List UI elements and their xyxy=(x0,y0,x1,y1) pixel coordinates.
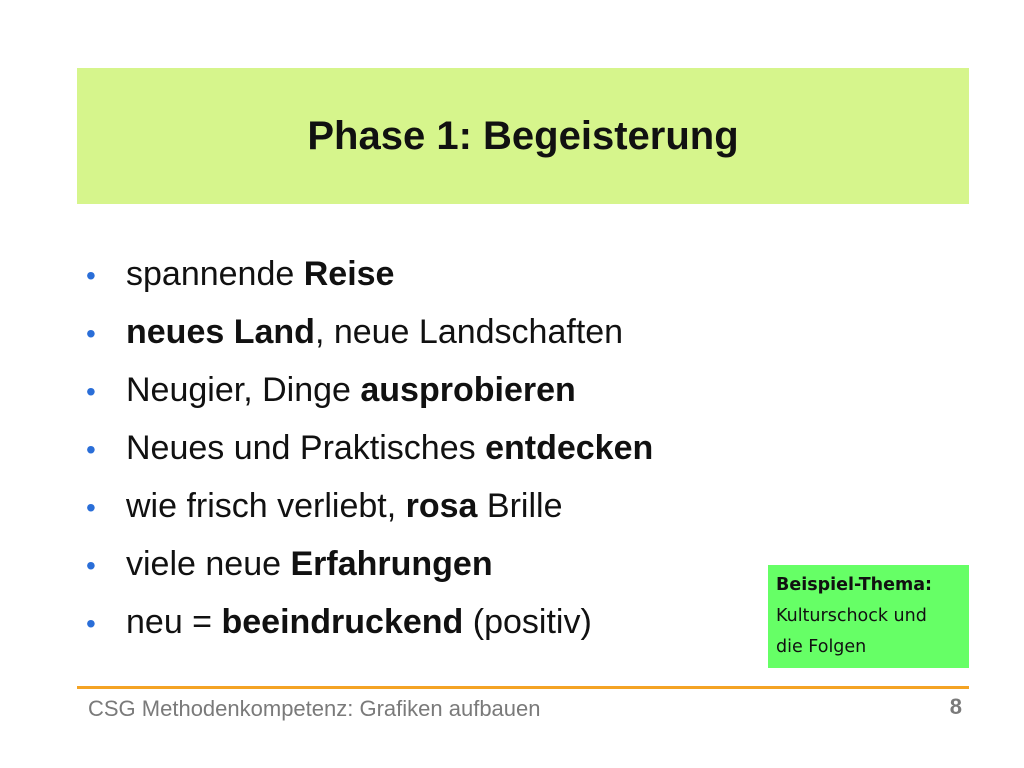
bullet-dot-icon: • xyxy=(86,376,96,407)
bullet-text: , neue Landschaften xyxy=(314,313,624,351)
bullet-dot-icon: • xyxy=(86,260,96,291)
bullet-text: viele neue xyxy=(126,545,291,583)
page-number: 8 xyxy=(949,694,962,719)
footer-divider xyxy=(77,686,969,689)
note-line: die Folgen xyxy=(776,637,867,657)
bullet-text: Neues und Praktisches xyxy=(126,429,486,467)
bullet-item xyxy=(86,536,653,594)
example-topic-note xyxy=(768,565,969,668)
bullet-text: spannende xyxy=(126,255,304,293)
title-band xyxy=(77,68,969,204)
bullet-text: (positiv) xyxy=(463,603,592,641)
bullet-dot-icon: • xyxy=(86,318,96,349)
bullet-emphasis: Erfahrungen xyxy=(290,545,493,583)
bullet-dot-icon: • xyxy=(86,608,96,639)
footer-text: CSG Methodenkompetenz: Grafiken aufbauen xyxy=(88,696,541,721)
bullet-dot-icon: • xyxy=(86,434,96,465)
bullet-item xyxy=(86,362,653,420)
bullet-emphasis: entdecken xyxy=(485,429,654,467)
bullet-emphasis: beeindruckend xyxy=(221,603,464,641)
bullet-item xyxy=(86,420,653,478)
bullet-dot-icon: • xyxy=(86,492,96,523)
bullet-text: Neugier, Dinge xyxy=(126,371,361,409)
slide-title: Phase 1: Begeisterung xyxy=(307,113,739,158)
bullet-text: wie frisch verliebt, xyxy=(126,487,406,525)
bullet-emphasis: ausprobieren xyxy=(360,371,576,409)
bullet-item xyxy=(86,304,653,362)
bullet-emphasis: neues Land xyxy=(126,313,315,351)
bullet-dot-icon: • xyxy=(86,550,96,581)
bullet-item xyxy=(86,594,653,652)
bullet-item xyxy=(86,478,653,536)
bullet-list xyxy=(86,246,653,652)
bullet-item xyxy=(86,246,653,304)
bullet-text: neu = xyxy=(126,603,222,641)
bullet-emphasis: rosa xyxy=(405,487,478,525)
note-heading: Beispiel-Thema: xyxy=(776,575,933,595)
note-line: Kulturschock und xyxy=(776,606,927,626)
bullet-text: Brille xyxy=(477,487,563,525)
bullet-emphasis: Reise xyxy=(303,255,395,293)
